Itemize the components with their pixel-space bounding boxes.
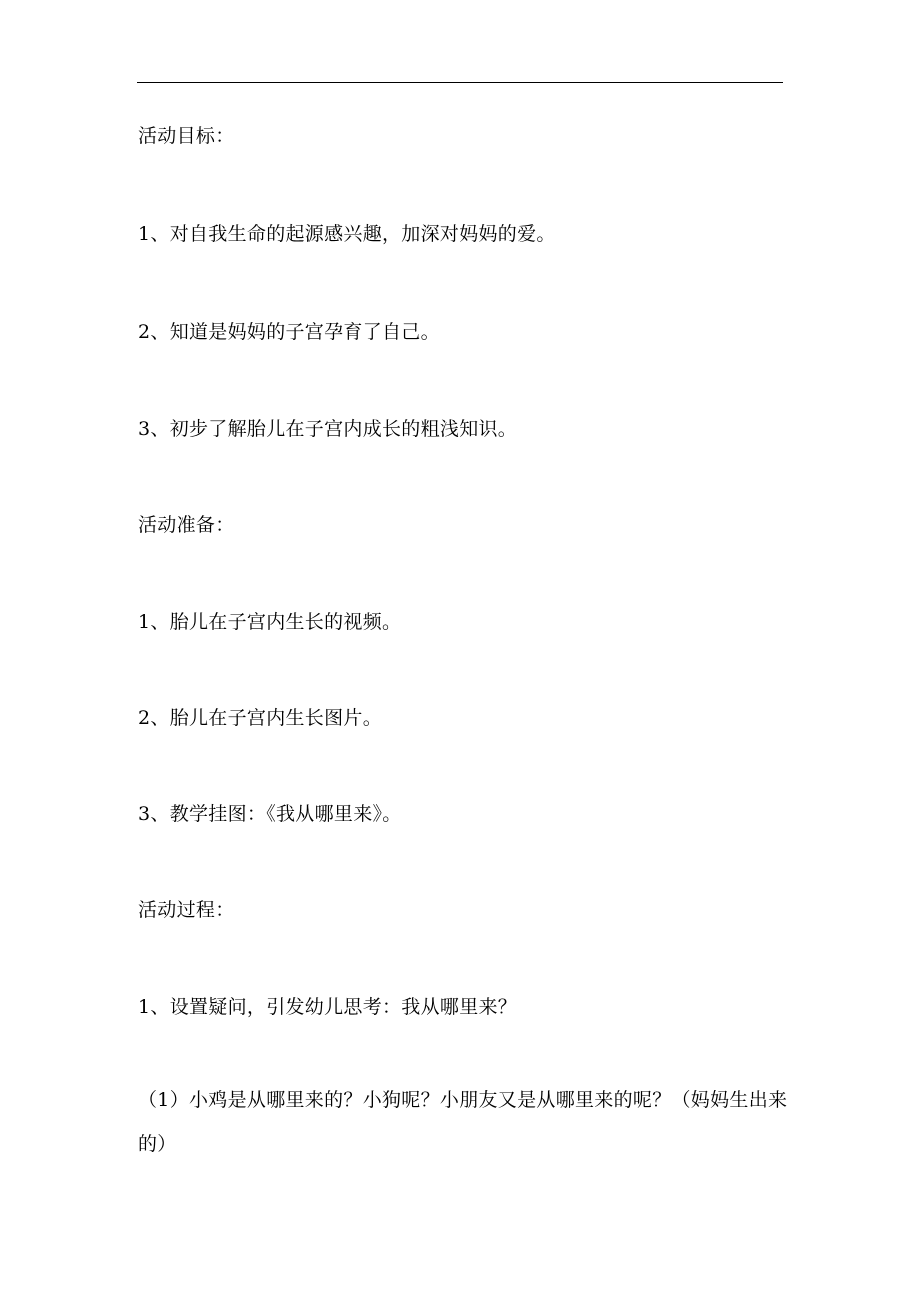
preparation-item-2: 2、胎儿在子宫内生长图片。 xyxy=(138,707,382,729)
section-heading-process: 活动过程： xyxy=(138,899,235,921)
section-heading-preparation: 活动准备： xyxy=(138,514,235,536)
preparation-item-3: 3、教学挂图：《我从哪里来》。 xyxy=(138,803,402,825)
preparation-item-1: 1、胎儿在子宫内生长的视频。 xyxy=(138,611,402,633)
goal-item-3: 3、初步了解胎儿在子宫内成长的粗浅知识。 xyxy=(138,418,518,440)
process-item-1: 1、设置疑问，引发幼儿思考：我从哪里来？ xyxy=(138,996,518,1018)
goal-item-1: 1、对自我生命的起源感兴趣，加深对妈妈的爱。 xyxy=(138,223,556,245)
goal-item-2: 2、知道是妈妈的子宫孕育了自己。 xyxy=(138,321,440,343)
section-heading-goals: 活动目标： xyxy=(138,125,235,147)
process-sub-item-1: （1）小鸡是从哪里来的？小狗呢？小朋友又是从哪里来的呢？（妈妈生出来的） xyxy=(138,1089,788,1155)
header-rule xyxy=(137,82,783,83)
